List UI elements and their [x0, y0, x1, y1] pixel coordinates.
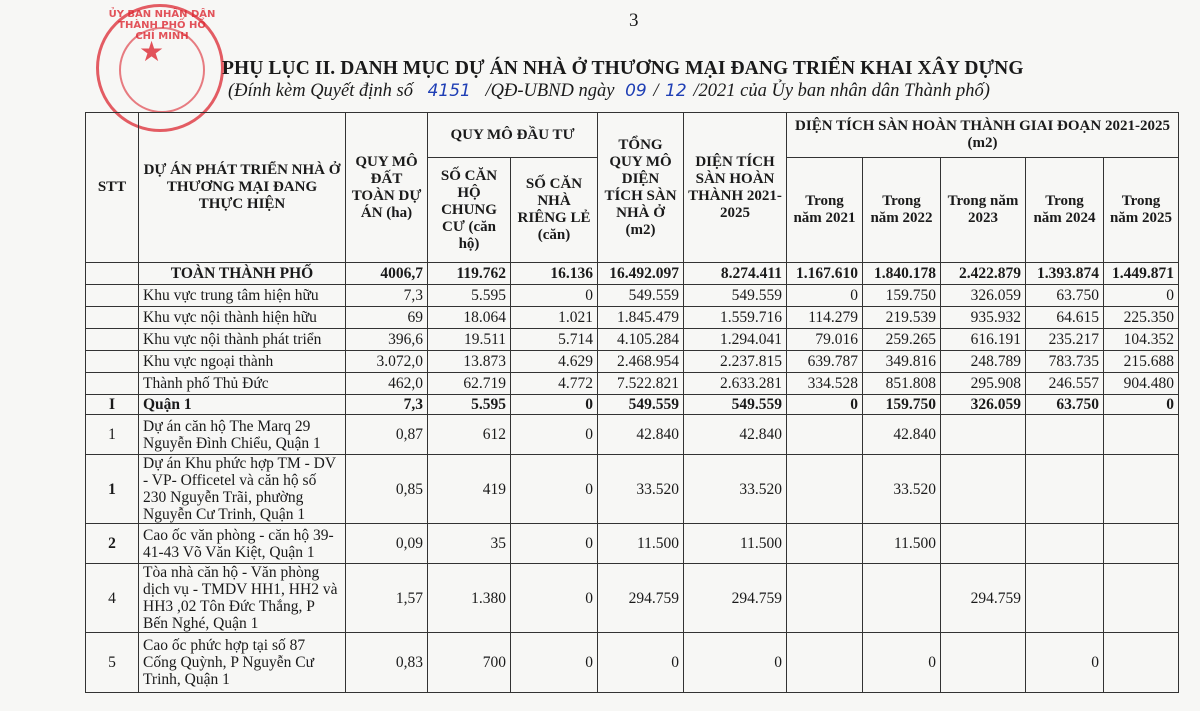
cell-apt: 119.762 — [428, 263, 511, 285]
header-completed-floor: DIỆN TÍCH SÀN HOÀN THÀNH 2021-2025 — [684, 113, 787, 263]
header-stt: STT — [86, 113, 139, 263]
cell-done: 549.559 — [684, 285, 787, 307]
cell-y2022: 1.840.178 — [863, 263, 941, 285]
document-subtitle — [228, 81, 990, 102]
cell-y2023: 616.191 — [941, 329, 1026, 351]
cell-land: 462,0 — [346, 373, 428, 395]
cell-y2022: 42.840 — [863, 415, 941, 455]
cell-y2025 — [1104, 415, 1179, 455]
cell-done: 42.840 — [684, 415, 787, 455]
seal-emblem — [119, 27, 205, 113]
cell-land: 1,57 — [346, 564, 428, 633]
table-region-row — [86, 329, 1179, 351]
cell-name: Cao ốc văn phòng - căn hộ 39-41-43 Võ Văn Kiệt, Quận 1 — [139, 524, 346, 564]
table-region-row — [86, 373, 1179, 395]
cell-name: Tòa nhà căn hộ - Văn phòng dịch vụ - TMDV HH1, HH2 và HH3 ,02 Tôn Đức Thắng, P Bến Nghé, Quận 1 — [139, 564, 346, 633]
cell-apt: 19.511 — [428, 329, 511, 351]
cell-land: 7,3 — [346, 395, 428, 415]
seal-text: ỦY BAN NHÂN DÂN THÀNH PHỐ HỒ CHÍ MINH — [108, 9, 216, 42]
cell-stt: 1 — [86, 415, 139, 455]
cell-apt: 62.719 — [428, 373, 511, 395]
cell-y2024: 783.735 — [1026, 351, 1104, 373]
cell-land: 0,83 — [346, 633, 428, 693]
cell-name: Dự án Khu phức hợp TM - DV - VP- Officetel và căn hộ số 230 Nguyễn Trãi, phường Nguyễn Cư Trinh, Quận 1 — [139, 455, 346, 524]
cell-total: 33.520 — [598, 455, 684, 524]
cell-y2021 — [787, 633, 863, 693]
subtitle-suffix: /2021 của Ủy ban nhân dân Thành phố) — [693, 81, 990, 101]
decision-number: 4151 — [427, 81, 471, 101]
cell-stt — [86, 307, 139, 329]
cell-y2025: 904.480 — [1104, 373, 1179, 395]
header-investment: QUY MÔ ĐẦU TƯ — [428, 113, 598, 158]
cell-y2021: 0 — [787, 395, 863, 415]
cell-y2025: 0 — [1104, 285, 1179, 307]
cell-y2025: 104.352 — [1104, 329, 1179, 351]
cell-y2022: 159.750 — [863, 395, 941, 415]
cell-y2023: 294.759 — [941, 564, 1026, 633]
header-land: QUY MÔ ĐẤT TOÀN DỰ ÁN (ha) — [346, 113, 428, 263]
cell-y2024 — [1026, 415, 1104, 455]
header-houses: SỐ CĂN NHÀ RIÊNG LẺ (căn) — [511, 158, 598, 263]
cell-y2024: 235.217 — [1026, 329, 1104, 351]
cell-done: 33.520 — [684, 455, 787, 524]
header-period: DIỆN TÍCH SÀN HOÀN THÀNH GIAI ĐOẠN 2021-2025 (m2) — [787, 113, 1179, 158]
cell-land: 3.072,0 — [346, 351, 428, 373]
cell-y2023: 248.789 — [941, 351, 1026, 373]
decision-day: 09 — [625, 81, 647, 101]
table-region-row — [86, 307, 1179, 329]
header-2023: Trong năm 2023 — [941, 158, 1026, 263]
cell-y2024: 63.750 — [1026, 395, 1104, 415]
cell-y2024: 63.750 — [1026, 285, 1104, 307]
cell-house: 0 — [511, 564, 598, 633]
cell-done: 1.559.716 — [684, 307, 787, 329]
cell-y2023 — [941, 633, 1026, 693]
cell-house: 0 — [511, 455, 598, 524]
cell-name: Thành phố Thủ Đức — [139, 373, 346, 395]
cell-y2025 — [1104, 564, 1179, 633]
cell-y2024 — [1026, 455, 1104, 524]
cell-apt: 13.873 — [428, 351, 511, 373]
cell-y2025: 225.350 — [1104, 307, 1179, 329]
cell-y2024 — [1026, 564, 1104, 633]
cell-y2024: 0 — [1026, 633, 1104, 693]
cell-name: TOÀN THÀNH PHỐ — [139, 263, 346, 285]
cell-land: 0,85 — [346, 455, 428, 524]
header-2022: Trong năm 2022 — [863, 158, 941, 263]
cell-y2021: 79.016 — [787, 329, 863, 351]
cell-apt: 35 — [428, 524, 511, 564]
table-row — [86, 524, 1179, 564]
cell-y2022 — [863, 564, 941, 633]
cell-name: Dự án căn hộ The Marq 29 Nguyễn Đình Chiểu, Quận 1 — [139, 415, 346, 455]
cell-land: 0,87 — [346, 415, 428, 455]
cell-house: 4.629 — [511, 351, 598, 373]
cell-y2024 — [1026, 524, 1104, 564]
cell-name: Quận 1 — [139, 395, 346, 415]
cell-apt: 612 — [428, 415, 511, 455]
cell-y2021 — [787, 455, 863, 524]
cell-total: 7.522.821 — [598, 373, 684, 395]
table-row — [86, 455, 1179, 524]
cell-total: 294.759 — [598, 564, 684, 633]
cell-y2023 — [941, 524, 1026, 564]
cell-y2025: 215.688 — [1104, 351, 1179, 373]
document-title: PHỤ LỤC II. DANH MỤC DỰ ÁN NHÀ Ở THƯƠNG MẠI ĐANG TRIỂN KHAI XÂY DỰNG — [222, 58, 1024, 79]
cell-y2022: 349.816 — [863, 351, 941, 373]
cell-done: 8.274.411 — [684, 263, 787, 285]
cell-y2022: 159.750 — [863, 285, 941, 307]
cell-house: 0 — [511, 395, 598, 415]
cell-done: 11.500 — [684, 524, 787, 564]
cell-stt — [86, 351, 139, 373]
cell-house: 0 — [511, 633, 598, 693]
cell-name: Khu vực trung tâm hiện hữu — [139, 285, 346, 307]
cell-y2023: 2.422.879 — [941, 263, 1026, 285]
subtitle-mid: /QĐ-UBND ngày — [485, 81, 615, 101]
star-icon: ★ — [139, 37, 165, 68]
cell-y2025 — [1104, 524, 1179, 564]
date-separator: / — [653, 81, 659, 101]
cell-y2024: 64.615 — [1026, 307, 1104, 329]
cell-stt — [86, 285, 139, 307]
header-project: DỰ ÁN PHÁT TRIỂN NHÀ Ở THƯƠNG MẠI ĐANG THỰC HIỆN — [139, 113, 346, 263]
cell-total: 549.559 — [598, 285, 684, 307]
cell-stt — [86, 263, 139, 285]
cell-stt: 2 — [86, 524, 139, 564]
cell-y2021: 639.787 — [787, 351, 863, 373]
cell-land: 7,3 — [346, 285, 428, 307]
cell-total: 16.492.097 — [598, 263, 684, 285]
table-region-row — [86, 351, 1179, 373]
cell-house: 0 — [511, 285, 598, 307]
cell-land: 4006,7 — [346, 263, 428, 285]
cell-house: 16.136 — [511, 263, 598, 285]
cell-y2023: 326.059 — [941, 285, 1026, 307]
cell-y2021: 334.528 — [787, 373, 863, 395]
cell-stt: 5 — [86, 633, 139, 693]
cell-name: Cao ốc phức hợp tại số 87 Cống Quỳnh, P Nguyễn Cư Trinh, Quận 1 — [139, 633, 346, 693]
cell-y2023 — [941, 415, 1026, 455]
cell-stt — [86, 329, 139, 351]
cell-y2025 — [1104, 455, 1179, 524]
cell-name: Khu vực nội thành hiện hữu — [139, 307, 346, 329]
cell-y2025 — [1104, 633, 1179, 693]
table-row — [86, 633, 1179, 693]
header-apartments: SỐ CĂN HỘ CHUNG CƯ (căn hộ) — [428, 158, 511, 263]
cell-y2023: 326.059 — [941, 395, 1026, 415]
cell-apt: 1.380 — [428, 564, 511, 633]
cell-y2022: 0 — [863, 633, 941, 693]
cell-total: 11.500 — [598, 524, 684, 564]
cell-done: 0 — [684, 633, 787, 693]
cell-total: 1.845.479 — [598, 307, 684, 329]
cell-done: 549.559 — [684, 395, 787, 415]
cell-y2024: 1.393.874 — [1026, 263, 1104, 285]
cell-y2022: 33.520 — [863, 455, 941, 524]
cell-stt: 1 — [86, 455, 139, 524]
cell-apt: 700 — [428, 633, 511, 693]
header-2024: Trong năm 2024 — [1026, 158, 1104, 263]
cell-y2023: 295.908 — [941, 373, 1026, 395]
cell-y2021: 114.279 — [787, 307, 863, 329]
cell-apt: 419 — [428, 455, 511, 524]
cell-apt: 5.595 — [428, 395, 511, 415]
cell-house: 5.714 — [511, 329, 598, 351]
cell-total: 0 — [598, 633, 684, 693]
cell-y2022: 11.500 — [863, 524, 941, 564]
cell-y2025: 1.449.871 — [1104, 263, 1179, 285]
cell-done: 1.294.041 — [684, 329, 787, 351]
cell-land: 396,6 — [346, 329, 428, 351]
table-row — [86, 564, 1179, 633]
cell-total: 4.105.284 — [598, 329, 684, 351]
page-number: 3 — [629, 10, 639, 31]
cell-house: 1.021 — [511, 307, 598, 329]
cell-house: 0 — [511, 415, 598, 455]
cell-y2022: 259.265 — [863, 329, 941, 351]
cell-y2022: 219.539 — [863, 307, 941, 329]
header-2025: Trong năm 2025 — [1104, 158, 1179, 263]
table-total-row — [86, 263, 1179, 285]
cell-stt: I — [86, 395, 139, 415]
cell-total: 42.840 — [598, 415, 684, 455]
cell-y2024: 246.557 — [1026, 373, 1104, 395]
cell-total: 549.559 — [598, 395, 684, 415]
cell-house: 4.772 — [511, 373, 598, 395]
cell-y2021 — [787, 415, 863, 455]
cell-name: Khu vực ngoại thành — [139, 351, 346, 373]
subtitle-prefix: (Đính kèm Quyết định số — [228, 81, 413, 101]
cell-stt: 4 — [86, 564, 139, 633]
header-2021: Trong năm 2021 — [787, 158, 863, 263]
cell-y2021: 0 — [787, 285, 863, 307]
cell-y2021: 1.167.610 — [787, 263, 863, 285]
cell-done: 2.237.815 — [684, 351, 787, 373]
cell-done: 2.633.281 — [684, 373, 787, 395]
table-district-row — [86, 395, 1179, 415]
cell-y2022: 851.808 — [863, 373, 941, 395]
cell-y2025: 0 — [1104, 395, 1179, 415]
project-table — [85, 112, 1179, 693]
table-row — [86, 415, 1179, 455]
cell-land: 69 — [346, 307, 428, 329]
cell-stt — [86, 373, 139, 395]
decision-month: 12 — [665, 81, 687, 101]
cell-y2023 — [941, 455, 1026, 524]
cell-done: 294.759 — [684, 564, 787, 633]
cell-apt: 18.064 — [428, 307, 511, 329]
cell-total: 2.468.954 — [598, 351, 684, 373]
header-total-floor: TỔNG QUY MÔ DIỆN TÍCH SÀN NHÀ Ở (m2) — [598, 113, 684, 263]
cell-land: 0,09 — [346, 524, 428, 564]
cell-apt: 5.595 — [428, 285, 511, 307]
cell-y2023: 935.932 — [941, 307, 1026, 329]
table-region-row — [86, 285, 1179, 307]
cell-y2021 — [787, 564, 863, 633]
cell-y2021 — [787, 524, 863, 564]
cell-house: 0 — [511, 524, 598, 564]
cell-name: Khu vực nội thành phát triển — [139, 329, 346, 351]
